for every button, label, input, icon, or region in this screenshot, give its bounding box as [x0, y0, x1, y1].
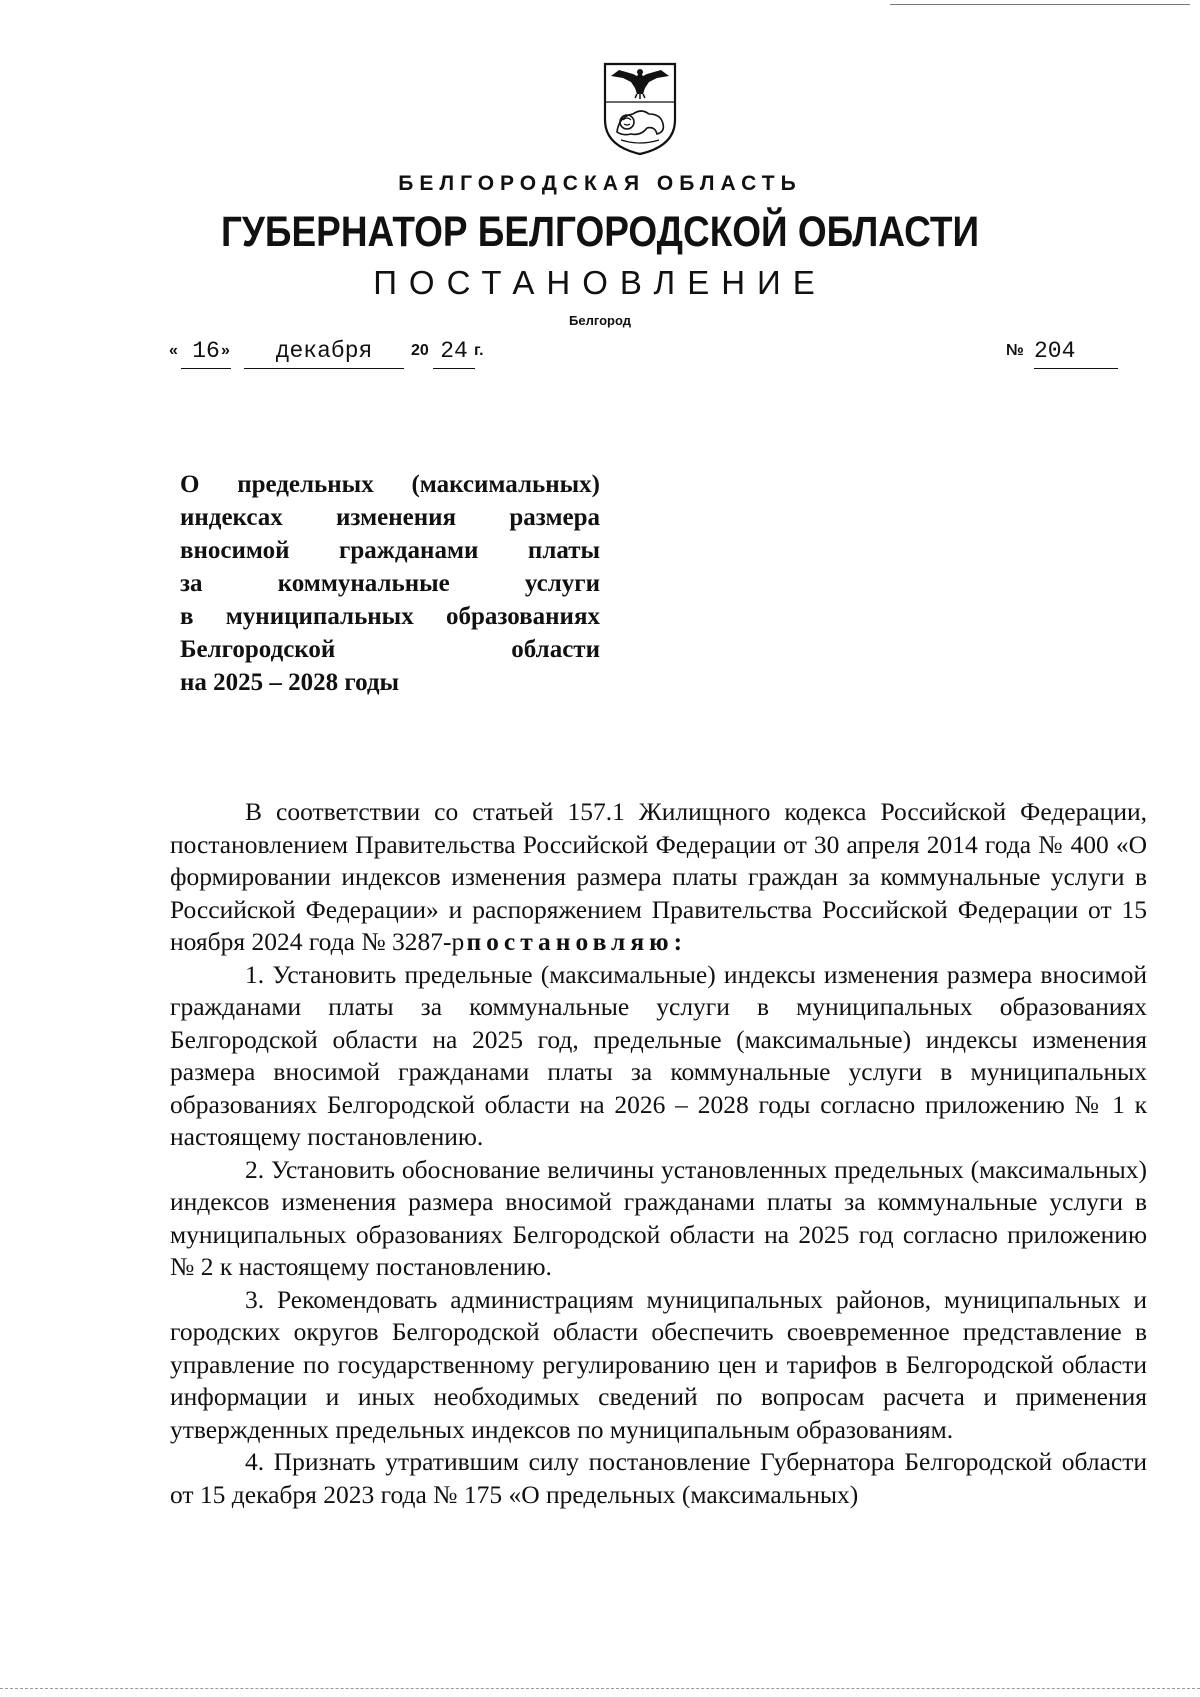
date-day: 16: [192, 338, 220, 364]
clause-3: 3. Рекомендовать администрациям муниципальных районов, муниципальных и городских округов Белгородской области обеспечить своевременное представление в управление по государственному регулированию цен и тарифов в Белгородской области информации и иных необходимых сведений по вопросам расчета и применения утвержденных предельных индексов по муниципальным образованиям.: [170, 1284, 1147, 1444]
title-line: за коммунальные услуги: [180, 570, 600, 597]
document-number: 204: [1034, 338, 1076, 364]
resolve-word: постановляю:: [466, 927, 688, 956]
document-type: ПОСТАНОВЛЕНИЕ: [373, 264, 827, 301]
date-year-field: [433, 338, 475, 369]
title-line: Белгородской области: [180, 636, 600, 663]
title-line: индексах изменения размера: [180, 504, 600, 531]
date-year: 24: [440, 338, 468, 364]
title-line: вносимой гражданами платы: [180, 537, 600, 564]
date-year-suffix: г.: [474, 342, 484, 359]
preamble-paragraph: [170, 796, 1147, 959]
coat-of-arms-emblem: [597, 60, 683, 156]
scan-edge-line: [0, 1688, 1200, 1689]
title-line: на 2025 – 2028 годы: [180, 669, 400, 696]
number-label: №: [1006, 342, 1024, 359]
clause-1: 1. Установить предельные (максимальные) индексы изменения размера вносимой гражданами платы за коммунальные услуги в муниципальных образованиях Белгородской области на 2025 год, предельные (максимальные) индексы изменения размера вносимой гражданами платы за коммунальные услуги в муниципальных образованиях Белгородской области на 2026 – 2028 годы согласно приложению № 1 к настоящему постановлению.: [170, 959, 1147, 1151]
date-century: 20: [411, 342, 429, 359]
clause-2: 2. Установить обоснование величины установленных предельных (максимальных) индексов изменения размера вносимой гражданами платы за коммунальные услуги в муниципальных образованиях Белгородской области на 2025 год согласно приложению № 2 к настоящему постановлению.: [170, 1154, 1147, 1281]
clause-4: 4. Признать утратившим силу постановление Губернатора Белгородской области от 15 декабря 2023 года № 175 «О предельных (максимальных): [170, 1447, 1147, 1509]
scan-edge-line: [890, 4, 1190, 5]
title-line: О предельных (максимальных): [180, 471, 600, 498]
document-body: [170, 796, 1147, 1511]
title-line: в муниципальных образованиях: [180, 603, 600, 630]
preamble-text: В соответствии со статьей 157.1 Жилищного кодекса Российской Федерации, постановлением Правительства Российской Федерации от 30 апреля 2014 года № 400 «О формировании индексов изменения размера платы граждан за коммунальные услуги в Российской Федерации» и распоряжением Правительства Российской Федерации от 15 ноября 2024 года № 3287-р: [170, 797, 1147, 956]
date-month-field: [244, 338, 404, 369]
date-close-quote: »: [221, 342, 230, 359]
document-number-field: [1034, 338, 1118, 369]
document-title: [180, 468, 600, 699]
authority-title: ГУБЕРНАТОР БЕЛГОРОДСКОЙ ОБЛАСТИ: [220, 208, 980, 256]
date-open-quote: «: [169, 342, 178, 359]
region-name: БЕЛГОРОДСКАЯ ОБЛАСТЬ: [398, 172, 802, 195]
date-month: декабря: [275, 338, 373, 364]
city-name: Белгород: [569, 313, 631, 328]
